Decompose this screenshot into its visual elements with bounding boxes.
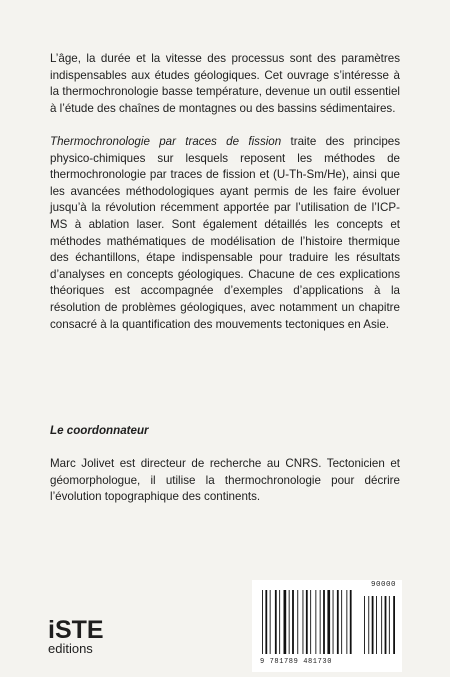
barcode-bars (256, 590, 398, 658)
barcode-digits: 9 781789 481730 (260, 658, 333, 666)
logo-top-text: iSTE (48, 616, 104, 644)
isbn-barcode (252, 580, 402, 672)
publisher-logo (48, 616, 140, 656)
description-body: traite des principes physico-chimiques sur lesquels reposent les méthodes de thermochronologie par traces de fission et (U-Th-Sm/He), ainsi que les avancées méthodologiques ayant permis de les faire évoluer jusqu’à la révolution récemment apportée par l’utilisation de l’ICP-MS à ablation laser. Sont également détaillés les concepts et méthodes mathématiques de modélisation de l’histoire thermique des échantillons, étape indispensable pour traduire les résultats d’analyses en concepts géologiques. Chacune de ces explications théoriques est accompagnée d’exemples d’applications à la résolution de problèmes géologiques, avec notamment un chapitre consacré à la quantification des mouvements tectoniques en Asie. (50, 135, 401, 331)
author-role-heading: Le coordonnateur (50, 424, 149, 437)
author-bio: Marc Jolivet est directeur de recherche au CNRS. Tectonicien et géomorphologue, il utilise la thermochronologie pour décrire l’évolution topographique des continents. (50, 457, 400, 504)
book-title: Thermochronologie par traces de fission (50, 135, 282, 148)
description-paragraph (50, 134, 400, 333)
logo-bottom-text: editions (48, 641, 93, 656)
barcode-addon: 90000 (370, 581, 396, 589)
intro-paragraph: L’âge, la durée et la vitesse des processus sont des paramètres indispensables aux études géologiques. Cet ouvrage s’intéresse à la thermochronologie basse température, devenue un outil essentiel à l’étude des chaînes de montagnes ou des bassins sédimentaires. (50, 52, 400, 115)
